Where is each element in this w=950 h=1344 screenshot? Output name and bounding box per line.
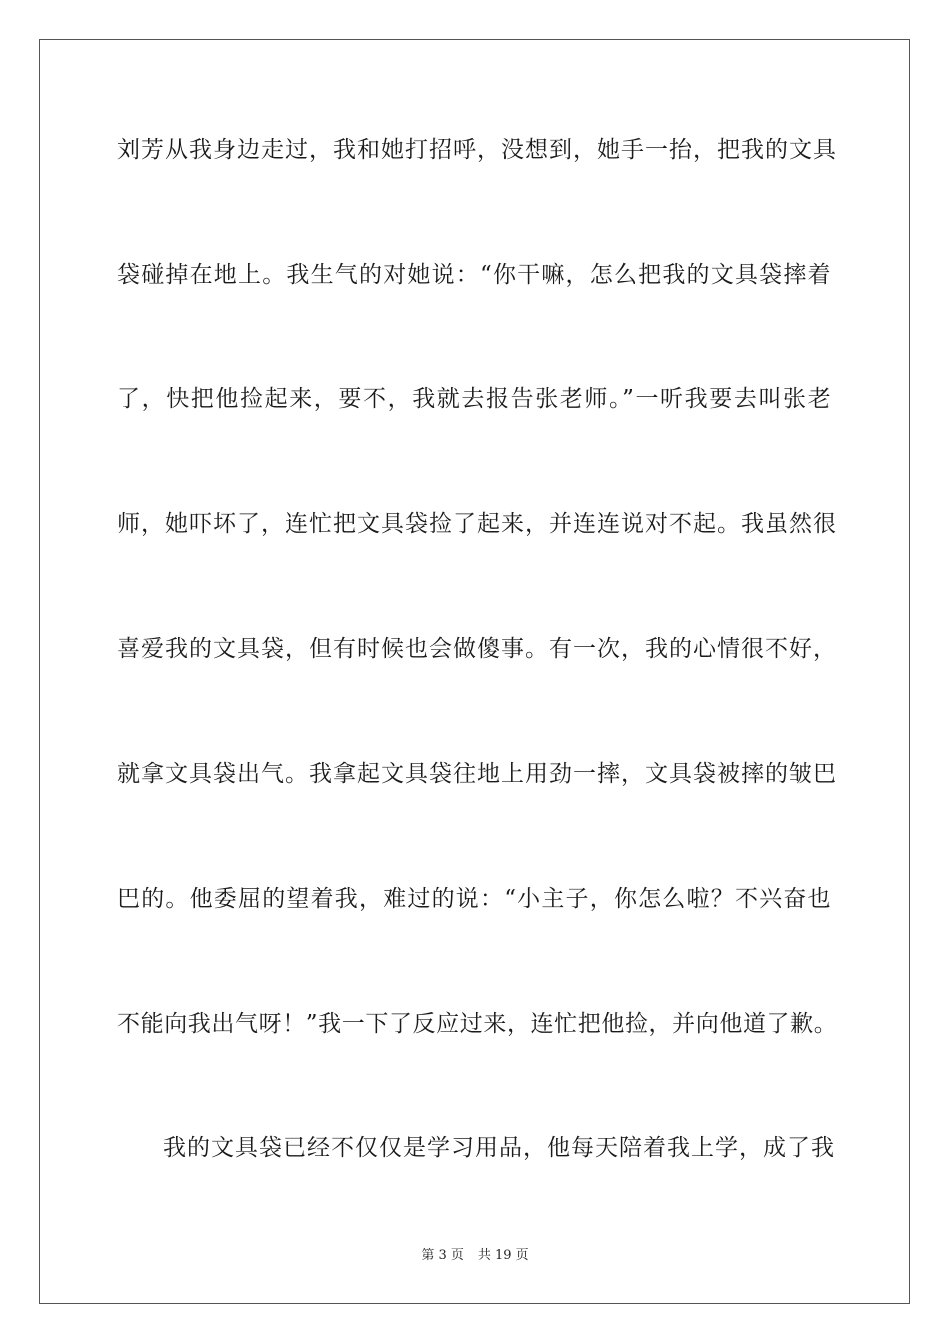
text-line: 师，她吓坏了，连忙把文具袋捡了起来，并连连说对不起。我虽然很 [117, 511, 837, 537]
page-footer [0, 1247, 950, 1265]
text-line: 就拿文具袋出气。我拿起文具袋往地上用劲一摔，文具袋被摔的皱巴 [117, 761, 837, 787]
text-line: 不能向我出气呀！”我一下了反应过来，连忙把他捡，并向他道了歉。 [117, 1011, 838, 1037]
page-border [39, 39, 910, 1304]
text-line: 喜爱我的文具袋，但有时候也会做傻事。有一次，我的心情很不好， [117, 636, 837, 662]
page-number: 第 3 页 [421, 1248, 464, 1263]
text-line: 袋碰掉在地上。我生气的对她说：“你干嘛，怎么把我的文具袋摔着 [117, 262, 832, 288]
text-line: 巴的。他委屈的望着我，难过的说：“小主子，你怎么啦？不兴奋也 [117, 886, 832, 912]
paragraph-start-line: 我的文具袋已经不仅仅是学习用品，他每天陪着我上学，成了我 [163, 1135, 835, 1161]
text-line: 刘芳从我身边走过，我和她打招呼，没想到，她手一抬，把我的文具 [117, 137, 837, 163]
text-line: 了，快把他捡起来，要不，我就去报告张老师。”一听我要去叫张老 [117, 386, 833, 412]
page-total: 共 19 页 [477, 1248, 529, 1263]
